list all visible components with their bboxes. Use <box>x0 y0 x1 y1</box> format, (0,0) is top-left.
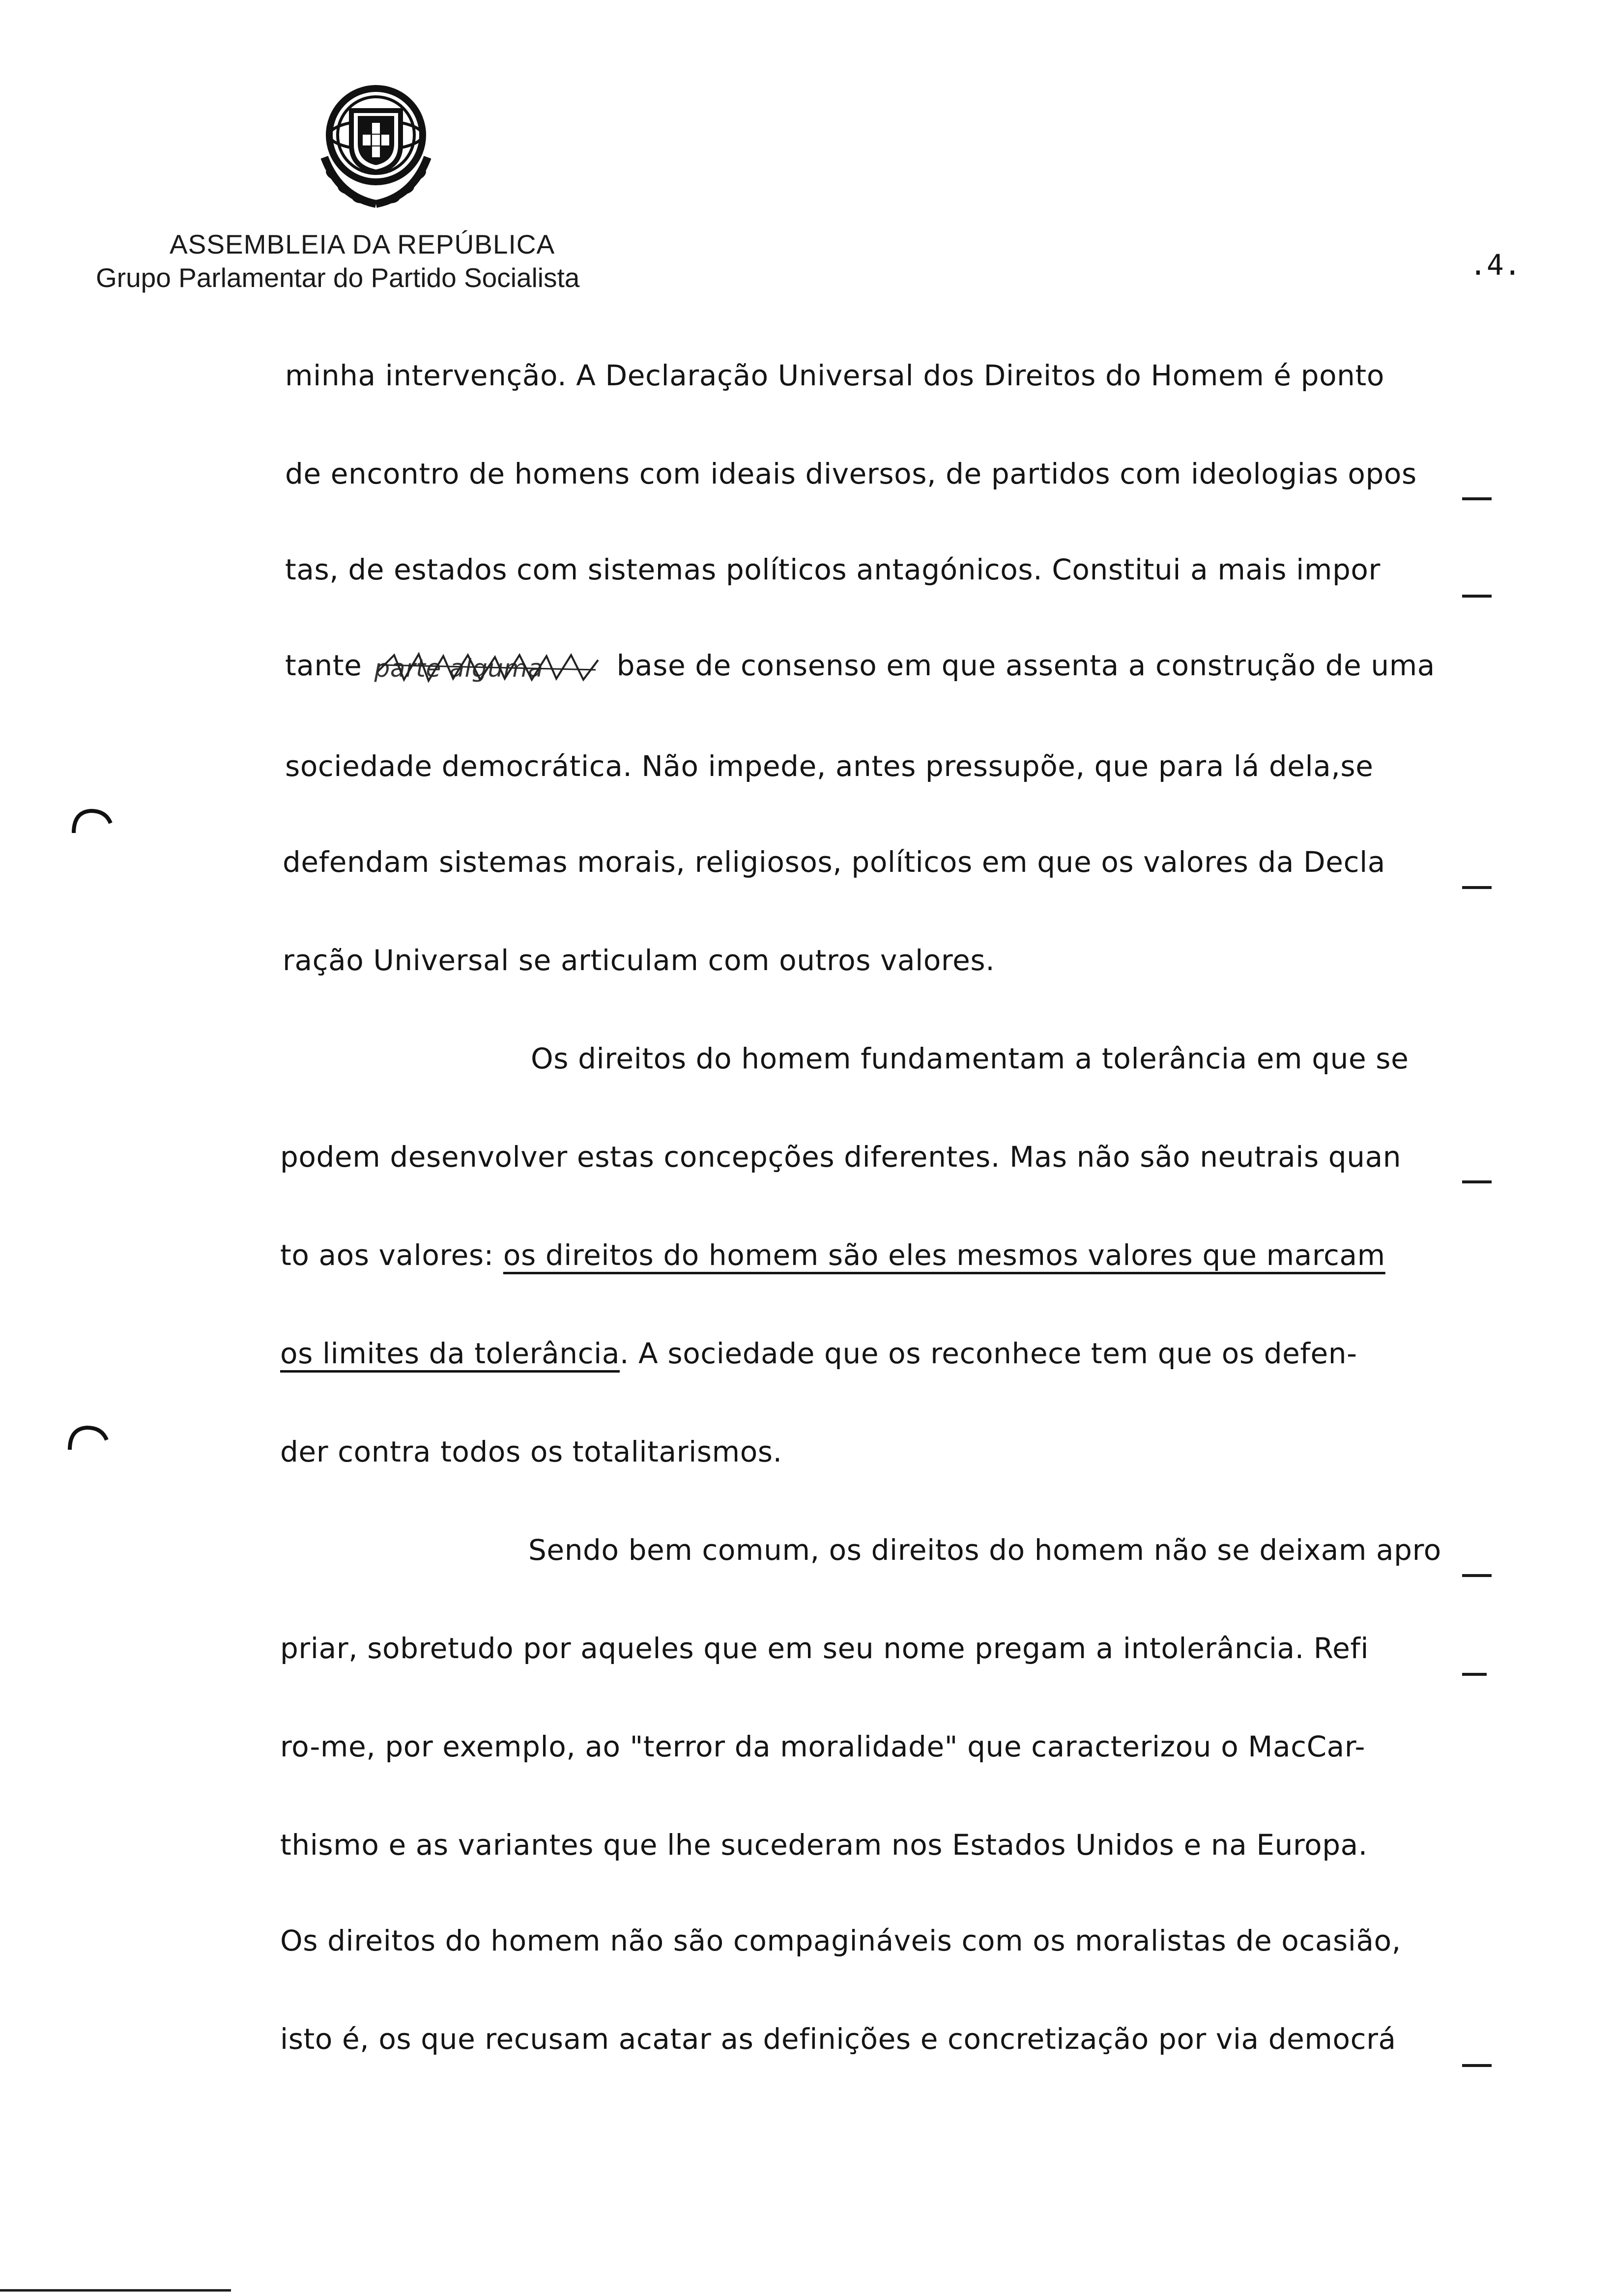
body-line-4-start: tante <box>285 649 362 682</box>
scan-edge-line <box>0 2289 231 2292</box>
institution-name: ASSEMBLEIA DA REPÚBLICA <box>170 229 555 259</box>
body-line-16: thismo e as variantes que lhe sucederam nos Estados Unidos e na Europa. <box>280 1828 1368 1862</box>
body-line-4-end: base de consenso em que assenta a construção de uma <box>616 649 1435 682</box>
body-line-5: sociedade democrática. Não impede, antes pressupõe, que para lá dela,se <box>285 749 1374 783</box>
page-number: .4. <box>1469 248 1521 282</box>
body-line-4 <box>285 649 1435 685</box>
body-line-17: Os direitos do homem não são compagináveis com os moralistas de ocasião, <box>280 1924 1401 1957</box>
hyphen-underscore-6 <box>1462 1673 1487 1676</box>
punch-hole-mark-1 <box>69 806 113 835</box>
underlined-phrase: os direitos do homem são eles mesmos valores que marcam <box>503 1238 1385 1272</box>
struck-out-words <box>374 650 601 685</box>
body-line-18: isto é, os que recusam acatar as definições e concretização por via democrá <box>280 2022 1396 2056</box>
body-line-6: defendam sistemas morais, religiosos, políticos em que os valores da Decla <box>283 845 1385 879</box>
hyphen-underscore-4 <box>1462 1180 1492 1183</box>
scribble-strikeout <box>374 650 601 685</box>
body-line-1: minha intervenção. A Declaração Universal dos Direitos do Homem é ponto <box>285 359 1384 392</box>
body-line-10 <box>280 1238 1385 1272</box>
hyphen-underscore-1 <box>1462 497 1492 500</box>
body-line-3: tas, de estados com sistemas políticos antagónicos. Constitui a mais impor <box>285 553 1381 586</box>
body-line-9: podem desenvolver estas concepções diferentes. Mas não são neutrais quan <box>280 1140 1402 1174</box>
punch-hole-mark-2 <box>65 1423 109 1452</box>
body-line-2: de encontro de homens com ideais diversos, de partidos com ideologias opos <box>285 457 1417 490</box>
underlined-phrase-2: os limites da tolerância <box>280 1337 620 1370</box>
body-line-14: priar, sobretudo por aqueles que em seu nome pregam a intolerância. Refi <box>280 1632 1369 1665</box>
parliamentary-group: Grupo Parlamentar do Partido Socialista <box>96 262 580 293</box>
body-line-7: ração Universal se articulam com outros valores. <box>283 944 995 977</box>
body-line-10-start: to aos valores: <box>280 1238 503 1272</box>
body-line-11-end: . A sociedade que os reconhece tem que os defen- <box>619 1337 1357 1370</box>
body-line-8: Os direitos do homem fundamentam a tolerância em que se <box>531 1042 1409 1075</box>
struck-out-text: parte alguma <box>374 654 544 683</box>
coat-of-arms-emblem <box>305 84 447 211</box>
body-line-11 <box>280 1337 1357 1370</box>
hyphen-underscore-3 <box>1462 886 1492 889</box>
body-line-15: ro-me, por exemplo, ao "terror da moralidade" que caracterizou o MacCar- <box>280 1730 1366 1763</box>
hyphen-underscore-2 <box>1462 595 1492 598</box>
body-line-12: der contra todos os totalitarismos. <box>280 1435 782 1468</box>
hyphen-underscore-7 <box>1462 2064 1492 2067</box>
hyphen-underscore-5 <box>1462 1574 1492 1577</box>
body-line-13: Sendo bem comum, os direitos do homem não se deixam apro <box>528 1533 1441 1567</box>
